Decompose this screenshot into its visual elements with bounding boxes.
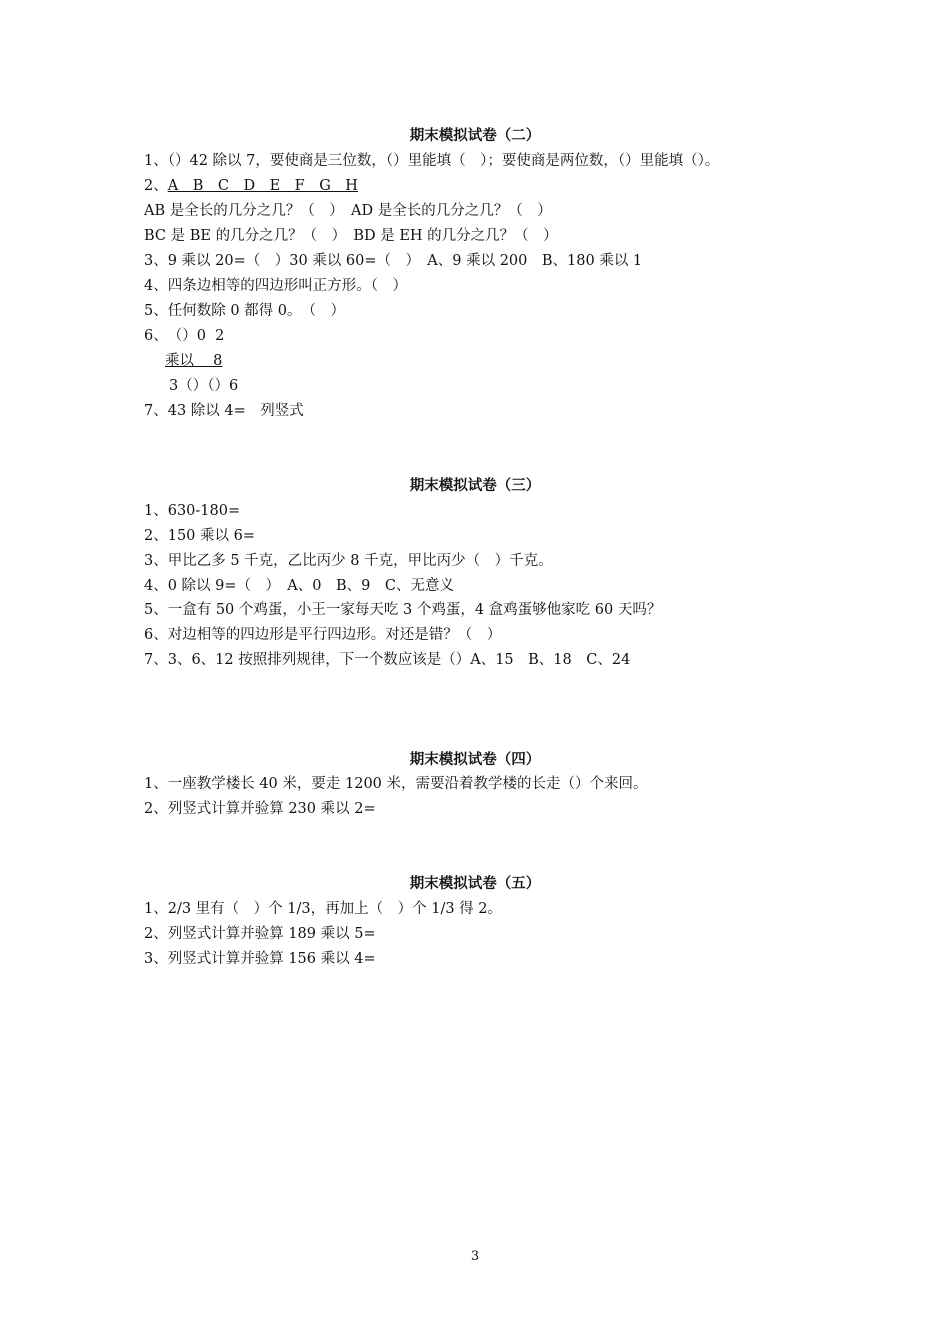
page-number: 3 bbox=[470, 1249, 480, 1264]
question-line: 6、 （）0 2 bbox=[144, 328, 225, 344]
question-line: BC 是 BE 的几分之几？（ ） BD 是 EH 的几分之几？（ ） bbox=[144, 228, 558, 244]
question-line: 2、列竖式计算并验算 230 乘以 2= bbox=[144, 801, 376, 817]
question-line: 7、43 除以 4= 列竖式 bbox=[144, 403, 304, 419]
multiplication-result-line: 3（）（）6 bbox=[169, 378, 239, 394]
segment-points-label: A B C D E F G H bbox=[167, 178, 358, 194]
question-line: 3、列竖式计算并验算 156 乘以 4= bbox=[144, 951, 376, 967]
section-title-3: 期末模拟试卷（三） bbox=[409, 477, 541, 494]
section-title-2: 期末模拟试卷（二） bbox=[409, 127, 541, 144]
question-line: 1、630-180= bbox=[144, 503, 241, 519]
question-line: 1、一座教学楼长 40 米，要走 1200 米，需要沿着教学楼的长走（）个来回。 bbox=[144, 776, 648, 792]
question-line: 4、四条边相等的四边形叫正方形。（ ） bbox=[144, 278, 407, 294]
question-line: 6、对边相等的四边形是平行四边形。对还是错？（ ） bbox=[144, 627, 502, 643]
section-title-5: 期末模拟试卷（五） bbox=[409, 875, 541, 892]
question-line: 4、0 除以 9=（ ） A、0 B、9 C、无意义 bbox=[144, 578, 454, 594]
question-number: 2、 bbox=[144, 178, 168, 194]
question-line: 2、150 乘以 6= bbox=[144, 528, 255, 544]
question-line: 7、3、6、12 按照排列规律，下一个数应该是（）A、15 B、18 C、24 bbox=[144, 652, 631, 668]
question-line: 3、9 乘以 20=（ ）30 乘以 60=（ ） A、9 乘以 200 B、180 乘以 1 bbox=[144, 253, 643, 269]
section-title-4: 期末模拟试卷（四） bbox=[409, 751, 541, 768]
multiplication-operator-line: 乘以 8 bbox=[165, 353, 223, 369]
question-line: 3、甲比乙多 5 千克，乙比丙少 8 千克，甲比丙少（ ）千克。 bbox=[144, 553, 553, 569]
question-line: AB 是全长的几分之几？（ ） AD 是全长的几分之几？（ ） bbox=[144, 203, 552, 219]
question-line: 5、一盒有 50 个鸡蛋，小王一家每天吃 3 个鸡蛋，4 盒鸡蛋够他家吃 60 天吗？ bbox=[144, 602, 662, 618]
question-line: 2、列竖式计算并验算 189 乘以 5= bbox=[144, 926, 376, 942]
question-line bbox=[144, 176, 358, 196]
question-line: 1、2/3 里有（ ）个 1/3，再加上（ ）个 1/3 得 2。 bbox=[144, 901, 503, 917]
question-line: 5、任何数除 0 都得 0。 （ ） bbox=[144, 303, 346, 319]
question-line: 1、（）42 除以 7，要使商是三位数，（）里能填（ ）；要使商是两位数，（）里能填（）。 bbox=[144, 153, 720, 169]
